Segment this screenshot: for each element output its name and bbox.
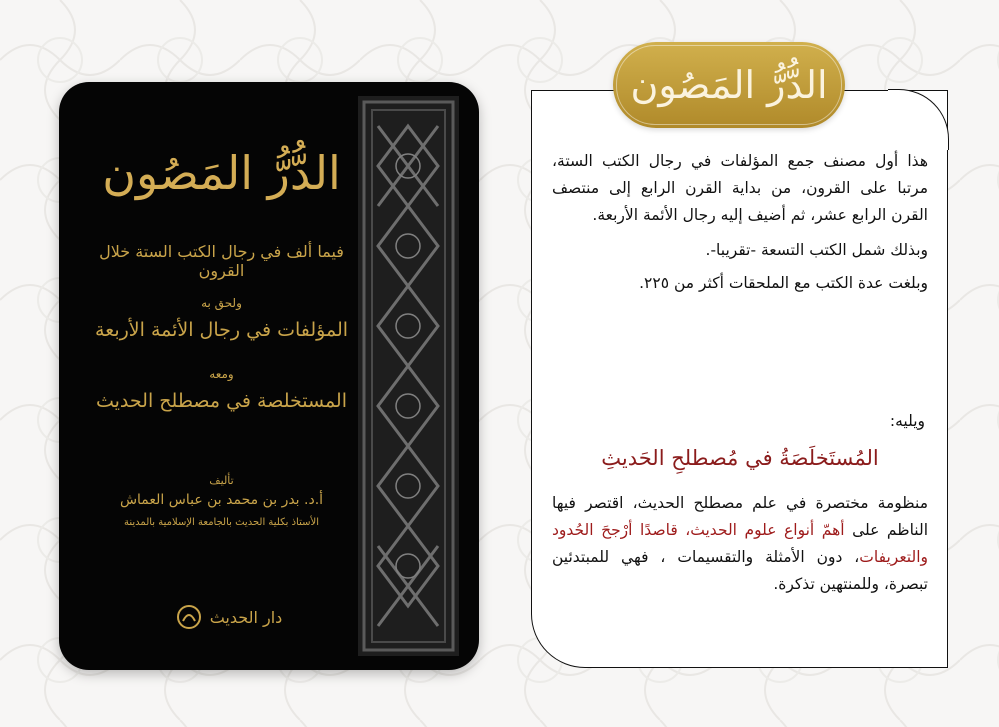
description-paragraph-1: هذا أول مصنف جمع المؤلفات في رجال الكتب الستة، مرتبا على القرون، من بداية القرن الرابع إلى منتصف القرن الرابع عشر، ثم أضيف إليه رجال الأئمة الأربعة. [552, 152, 928, 224]
publisher-logo [164, 602, 294, 632]
desc-part-2: ، دون الأمثلة والتقسيمات ، فهي للمبتدئين تبصرة، وللمنتهين تذكرة. [552, 548, 928, 593]
appendix-description [552, 490, 928, 598]
desc-highlight: أهمّ أنواع علوم الحديث، قاصدًا أرْجحَ الحُدود والتعريفات [552, 521, 928, 566]
publisher-emblem-icon [176, 604, 202, 630]
follow-label: ويليه: [889, 412, 925, 430]
publisher-name: دار الحديث [209, 607, 283, 627]
cover-affiliation: الأستاذ بكلية الحديث بالجامعة الإسلامية بالمدينة [124, 517, 319, 528]
cover-author-label: تأليف [209, 474, 234, 487]
badge-title: الدُّرُّ المَصُون [616, 45, 842, 125]
cover-appendix-1: المؤلفات في رجال الأئمة الأربعة [94, 319, 349, 341]
description-paragraph-2: وبذلك شمل الكتب التسعة -تقريبا-. [705, 241, 928, 259]
desc-part-1: منظومة مختصرة في علم مصطلح الحديث، اقتصر فيها الناظم على [552, 494, 929, 539]
card-corner [888, 89, 949, 150]
description-paragraph-3: وبلغت عدة الكتب مع الملحقات أكثر من ٢٢٥. [639, 274, 928, 292]
cover-title: الدُّرُّ المَصُون [102, 146, 341, 200]
book-cover [59, 82, 479, 670]
cover-and-label-2: ومعه [209, 367, 234, 381]
cover-subtitle: فيما ألف في رجال الكتب الستة خلال القرون [99, 242, 344, 280]
title-badge [613, 42, 845, 128]
cover-appendix-2: المستخلصة في مصطلح الحديث [95, 390, 348, 412]
spine-ornament [358, 96, 459, 656]
follow-title: المُستَخلَصَةُ في مُصطلحِ الحَديثِ [601, 446, 879, 470]
cover-author: أ.د. بدر بن محمد بن عباس العماش [119, 492, 324, 508]
cover-and-label-1: ولحق به [201, 296, 242, 310]
card-description [552, 148, 928, 297]
